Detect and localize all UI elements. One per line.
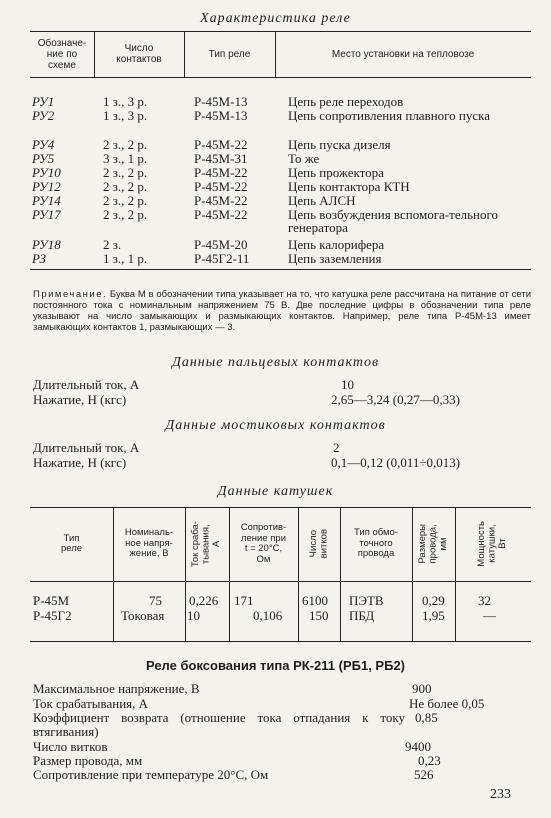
cell-resistance: 171 — [234, 593, 254, 608]
cell-location: Цепь АЛСН — [288, 193, 356, 208]
relay-chars-title: Характеристика реле — [200, 11, 351, 26]
cell-type: Р-45М — [33, 593, 70, 608]
cell-wire-size: 0,29 — [422, 593, 445, 608]
header-designation: Обозначе- ние по схеме — [37, 37, 87, 71]
table-rule-header — [30, 77, 531, 78]
table-rule-bottom — [30, 641, 531, 642]
coils-title: Данные катушек — [217, 484, 334, 499]
bridge-contacts-title: Данные мостиковых контактов — [165, 418, 386, 433]
cell-designation: РУ10 — [32, 165, 61, 180]
table-rule-bottom — [30, 269, 531, 270]
cell-designation: РУ17 — [32, 207, 61, 222]
header-type: Тип реле — [208, 48, 251, 60]
boxing-label: Сопротивление при температуре 20°С, Ом — [33, 767, 269, 782]
finger-row — [33, 393, 523, 407]
relay-chars-table — [30, 31, 531, 269]
cell-location: То же — [288, 151, 320, 166]
boxing-value: 526 — [414, 767, 434, 782]
cell-type: Р-45М-31 — [194, 151, 248, 166]
cell-type: Р-45М-20 — [194, 237, 248, 252]
header-wire-size: Размеры провода, мм — [416, 524, 449, 564]
bridge-value: 0,1—0,12 (0,011÷0,013) — [331, 455, 461, 470]
bridge-value: 2 — [333, 440, 340, 455]
cell-pickup: 0,226 — [189, 593, 219, 608]
cell-location: Цепь калорифера — [288, 237, 385, 252]
cell-designation: РУ1 — [32, 94, 55, 109]
bridge-row — [33, 441, 523, 455]
finger-label: Нажатие, Н (кгс) — [33, 392, 127, 407]
header-pickup-cell — [185, 507, 229, 581]
cell-contacts: 2 з. — [103, 237, 122, 252]
cell-type: Р-45М-22 — [194, 137, 248, 152]
bridge-row — [33, 456, 523, 470]
header-turns-cell — [298, 507, 340, 581]
header-power-cell — [455, 507, 531, 581]
bridge-label: Длительный ток, А — [33, 440, 140, 455]
boxing-label: Коэффициент возврата (отношение тока отпадания к току втягивания) — [33, 710, 405, 739]
boxing-value: Не более 0,05 — [409, 696, 485, 711]
header-power: Мощность катушки, Вт — [476, 521, 509, 567]
header-type: Тип реле — [60, 532, 83, 554]
cell-location: Цепь контактора КТН — [288, 179, 410, 194]
cell-contacts: 1 з., 1 р. — [103, 251, 148, 266]
header-pickup: Ток сраба- тывания, А — [190, 520, 223, 568]
boxing-label: Размер провода, мм — [33, 753, 143, 768]
finger-contacts-title: Данные пальцевых контактов — [171, 355, 380, 370]
cell-designation: РЗ — [32, 251, 46, 266]
table-note — [33, 289, 531, 333]
header-wire: Тип обмо- точного провода — [354, 527, 398, 560]
bridge-label: Нажатие, Н (кгс) — [33, 455, 127, 470]
cell-power: 32 — [478, 593, 491, 608]
cell-designation: РУ4 — [32, 137, 55, 152]
coils-table — [30, 507, 531, 641]
boxing-row — [33, 711, 523, 739]
cell-pickup: 10 — [187, 608, 200, 623]
boxing-relay-title: Реле боксования типа РК-211 (РБ1, РБ2) — [145, 658, 406, 673]
cell-location: Цепь возбуждения вспомога-тельного генератора — [288, 207, 498, 235]
cell-voltage: 75 — [149, 593, 162, 608]
boxing-value: 0,23 — [418, 753, 441, 768]
cell-designation: РУ18 — [32, 237, 61, 252]
cell-contacts: 1 з., 3 р. — [103, 108, 148, 123]
cell-power: — — [483, 608, 496, 623]
note-lead: Примечание. — [33, 289, 108, 300]
header-voltage: Номиналь- ное напря- жение, В — [124, 527, 174, 560]
cell-location: Цепь заземления — [288, 251, 382, 266]
boxing-label: Число витков — [33, 739, 108, 754]
cell-type: Р-45М-22 — [194, 165, 248, 180]
finger-value: 10 — [341, 377, 354, 392]
cell-type: Р-45М-13 — [194, 108, 248, 123]
header-location: Место установки на тепловозе — [331, 48, 475, 60]
cell-location: Цепь сопротивления плавного пуска — [288, 108, 491, 123]
finger-value: 2,65—3,24 (0,27—0,33) — [331, 392, 460, 407]
header-wire-size-cell — [412, 507, 455, 581]
cell-wire-size: 1,95 — [422, 608, 445, 623]
cell-designation: РУ12 — [32, 179, 61, 194]
cell-designation: РУ14 — [32, 193, 61, 208]
cell-contacts: 3 з., 1 р. — [103, 151, 148, 166]
cell-contacts: 2 з., 2 р. — [103, 179, 148, 194]
finger-label: Длительный ток, А — [33, 377, 140, 392]
cell-type: Р-45М-13 — [194, 94, 248, 109]
header-turns: Число витков — [307, 529, 329, 559]
finger-row — [33, 378, 523, 392]
cell-resistance: 0,106 — [253, 608, 283, 623]
boxing-label: Максимальное напряжение, В — [33, 681, 200, 696]
cell-contacts: 2 з., 2 р. — [103, 207, 148, 222]
cell-location: Цепь реле переходов — [288, 94, 404, 109]
cell-voltage: Токовая — [121, 608, 165, 623]
cell-turns: 6100 — [302, 593, 328, 608]
header-resistance: Сопротив- ление при t = 20°С, Ом — [240, 522, 287, 565]
note-text: Буква М в обозначении типа указывает на то, что катушка реле рассчитана на питание от сети постоянного тока с номинальным напряжением 75 В. Две последние цифры в обозначении типа реле указывают на число замыкающих и размыкающих контактов. Например, реле типа Р-45М-13 имеет замыкающих контактов 1, размыкающих — 3. — [33, 289, 532, 333]
cell-type: Р-45Г2-11 — [194, 251, 250, 266]
boxing-value: 9400 — [405, 739, 431, 754]
boxing-value: 900 — [412, 681, 432, 696]
header-contacts: Число контактов — [116, 43, 162, 65]
cell-contacts: 2 з., 2 р. — [103, 193, 148, 208]
cell-contacts: 1 з., 3 р. — [103, 94, 148, 109]
page-number: 233 — [490, 787, 511, 802]
cell-type: Р-45М-22 — [194, 179, 248, 194]
cell-contacts: 2 з., 2 р. — [103, 137, 148, 152]
cell-designation: РУ2 — [32, 108, 55, 123]
cell-wire: ПБД — [349, 608, 375, 623]
cell-type: Р-45Г2 — [33, 608, 72, 623]
cell-type: Р-45М-22 — [194, 207, 248, 222]
boxing-label: Ток срабатывания, А — [33, 696, 149, 711]
boxing-value: 0,85 — [415, 710, 438, 725]
cell-location: Цепь пуска дизеля — [288, 137, 391, 152]
cell-turns: 150 — [309, 608, 329, 623]
cell-wire: ПЭТВ — [349, 593, 384, 608]
cell-type: Р-45М-22 — [194, 193, 248, 208]
cell-designation: РУ5 — [32, 151, 55, 166]
cell-location: Цепь прожектора — [288, 165, 384, 180]
cell-contacts: 2 з., 2 р. — [103, 165, 148, 180]
